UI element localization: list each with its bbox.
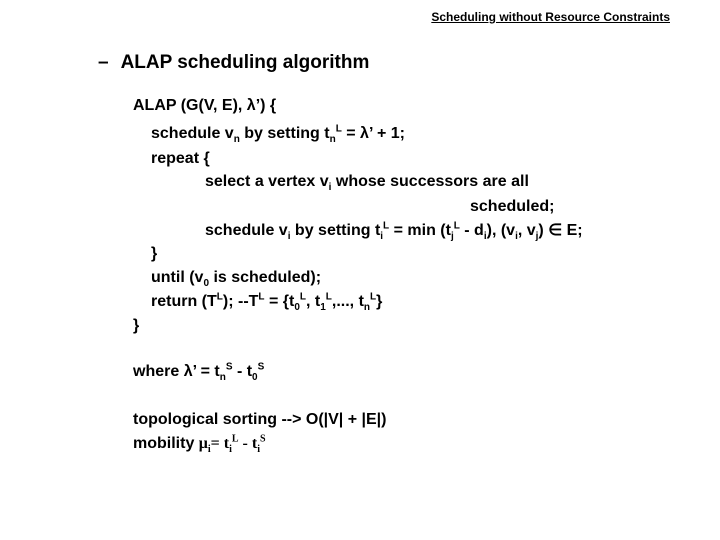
algo-line-7: } <box>151 245 158 262</box>
algo-line-9: return $(T^L)$; $--T^L = \{t_0^L$, $t_1^L$,..., $t_n^L$} <box>151 291 383 314</box>
heading-dash: – <box>98 52 109 73</box>
algo-line-10: } <box>133 317 140 334</box>
algo-line-2: schedule $v_n$ by setting $t_n^L = \lambda$’ + 1; <box>151 123 405 146</box>
topological-sorting-line: topological sorting --> O(|V| + |E|) <box>133 411 387 428</box>
algo-line-4: select a vertex $v_i$ whose successors are all <box>205 173 529 194</box>
slide-header-title: Scheduling without Resource Constraints <box>431 10 670 24</box>
mobility-line: mobility $\mu_i= t_i^L - t_i^S$ <box>133 433 266 456</box>
algo-line-3: repeat { <box>151 150 210 167</box>
algo-line-1: ALAP (G(V, E), λ’) { <box>133 97 277 114</box>
algo-line-8: until ($v_0$ is scheduled); <box>151 269 322 290</box>
slide-heading <box>98 52 369 74</box>
where-line: where λ’ = $t_n^S - t_0^S$ <box>133 361 265 384</box>
algo-line-5: scheduled; <box>470 198 555 215</box>
algo-line-6: schedule $v_i$ by setting $t_i^L = \min (t_j^L - d_i)$, ($v_i$, $v_j$) ∈ E; <box>205 220 583 243</box>
heading-text: ALAP scheduling algorithm <box>120 52 370 73</box>
